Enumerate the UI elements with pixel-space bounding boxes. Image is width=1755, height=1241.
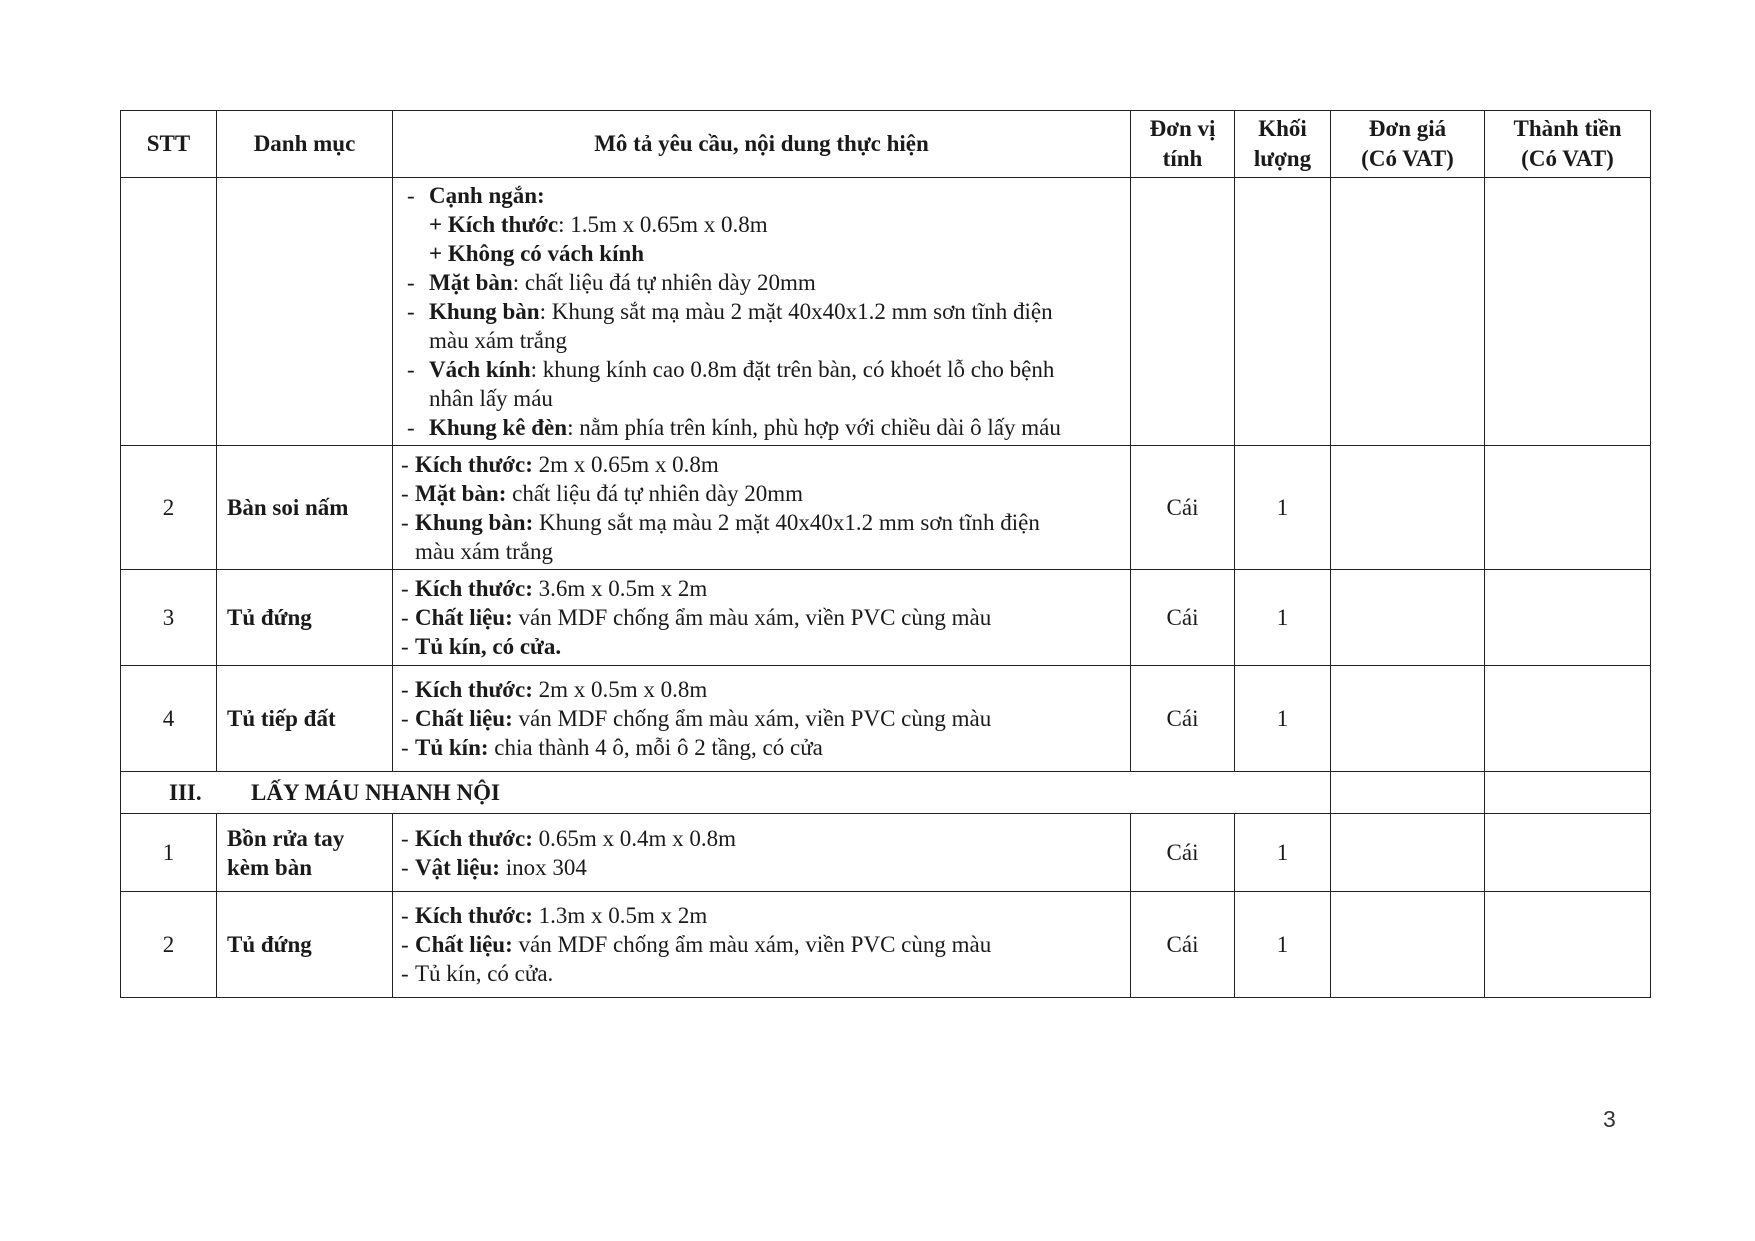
unit-cell bbox=[1131, 178, 1235, 446]
desc-line: - Chất liệu: ván MDF chống ẩm màu xám, viền PVC cùng màu bbox=[401, 706, 992, 731]
name-cell bbox=[217, 178, 393, 446]
unit-price-cell bbox=[1331, 892, 1485, 998]
header-don-vi: Đơn vị tính bbox=[1131, 111, 1235, 178]
header-danh-muc: Danh mục bbox=[217, 111, 393, 178]
desc-line: - Chất liệu: ván MDF chống ẩm màu xám, viền PVC cùng màu bbox=[401, 605, 992, 630]
description-cell bbox=[393, 570, 1131, 666]
description-cell bbox=[393, 814, 1131, 892]
table-header-row bbox=[121, 111, 1651, 178]
desc-line: - Kích thước: 2m x 0.5m x 0.8m bbox=[401, 677, 708, 702]
total-cell bbox=[1485, 666, 1651, 772]
description-cell bbox=[393, 178, 1131, 446]
desc-line: + Không có vách kính bbox=[429, 241, 645, 266]
unit-price-cell bbox=[1331, 814, 1485, 892]
qty-cell: 1 bbox=[1235, 570, 1331, 666]
desc-line: - Mặt bàn: chất liệu đá tự nhiên dày 20mm bbox=[407, 270, 816, 295]
desc-line: - Chất liệu: ván MDF chống ẩm màu xám, viền PVC cùng màu bbox=[401, 932, 992, 957]
unit-price-cell bbox=[1331, 772, 1485, 814]
unit-price-cell bbox=[1331, 446, 1485, 570]
desc-line: - Khung bàn: Khung sắt mạ màu 2 mặt 40x40x1.2 mm sơn tĩnh điện bbox=[407, 299, 1053, 324]
name-cell: Tủ đứng bbox=[217, 570, 393, 666]
unit-price-cell bbox=[1331, 570, 1485, 666]
header-khoi-luong: Khối lượng bbox=[1235, 111, 1331, 178]
desc-line: - Khung bàn: Khung sắt mạ màu 2 mặt 40x40x1.2 mm sơn tĩnh điện bbox=[401, 509, 1040, 535]
total-cell bbox=[1485, 178, 1651, 446]
desc-line: - Kích thước: 2m x 0.65m x 0.8m bbox=[401, 451, 719, 477]
description-cell bbox=[393, 892, 1131, 998]
header-don-gia: Đơn giá (Có VAT) bbox=[1331, 111, 1485, 178]
stt-cell: 2 bbox=[121, 446, 217, 570]
qty-cell: 1 bbox=[1235, 446, 1331, 570]
unit-cell: Cái bbox=[1131, 666, 1235, 772]
stt-cell bbox=[121, 178, 217, 446]
table-row bbox=[121, 446, 1651, 570]
qty-cell: 1 bbox=[1235, 892, 1331, 998]
desc-line: - Khung kê đèn: nằm phía trên kính, phù hợp với chiều dài ô lấy máu bbox=[407, 415, 1061, 440]
desc-line: - Tủ kín, có cửa. bbox=[401, 634, 562, 659]
section-row bbox=[121, 772, 1651, 814]
unit-price-cell bbox=[1331, 666, 1485, 772]
desc-line: - Vách kính: khung kính cao 0.8m đặt trên bàn, có khoét lỗ cho bệnh bbox=[407, 357, 1055, 382]
name-cell: Bàn soi nấm bbox=[217, 446, 393, 570]
desc-line: nhân lấy máu bbox=[429, 386, 553, 411]
stt-cell: 4 bbox=[121, 666, 217, 772]
desc-line: - Mặt bàn: chất liệu đá tự nhiên dày 20mm bbox=[401, 480, 804, 506]
desc-line: - Vật liệu: inox 304 bbox=[401, 854, 587, 880]
total-cell bbox=[1485, 814, 1651, 892]
unit-cell: Cái bbox=[1131, 446, 1235, 570]
equipment-table bbox=[120, 110, 1651, 998]
stt-cell: 2 bbox=[121, 892, 217, 998]
desc-line: - Tủ kín, có cửa. bbox=[401, 961, 554, 986]
qty-cell bbox=[1235, 178, 1331, 446]
name-cell: Tủ tiếp đất bbox=[217, 666, 393, 772]
qty-cell: 1 bbox=[1235, 814, 1331, 892]
page-number: 3 bbox=[1603, 1106, 1616, 1132]
unit-price-cell bbox=[1331, 178, 1485, 446]
table-row bbox=[121, 178, 1651, 446]
desc-line: - Kích thước: 1.3m x 0.5m x 2m bbox=[401, 903, 708, 928]
unit-cell: Cái bbox=[1131, 892, 1235, 998]
desc-line: màu xám trắng bbox=[415, 538, 553, 564]
desc-line: + Kích thước: 1.5m x 0.65m x 0.8m bbox=[429, 212, 768, 237]
header-stt: STT bbox=[121, 111, 217, 178]
name-cell: Tủ đứng bbox=[217, 892, 393, 998]
desc-line: màu xám trắng bbox=[429, 328, 567, 353]
table-row bbox=[121, 570, 1651, 666]
desc-line: - Tủ kín: chia thành 4 ô, mỗi ô 2 tầng, có cửa bbox=[401, 735, 823, 760]
unit-cell: Cái bbox=[1131, 814, 1235, 892]
stt-cell: 3 bbox=[121, 570, 217, 666]
name-cell: Bồn rửa tay kèm bàn bbox=[217, 814, 393, 892]
unit-cell: Cái bbox=[1131, 570, 1235, 666]
total-cell bbox=[1485, 772, 1651, 814]
qty-cell: 1 bbox=[1235, 666, 1331, 772]
table-row bbox=[121, 892, 1651, 998]
desc-line: - Kích thước: 0.65m x 0.4m x 0.8m bbox=[401, 825, 737, 851]
table-row bbox=[121, 666, 1651, 772]
stt-cell: 1 bbox=[121, 814, 217, 892]
section-title: III. LẤY MÁU NHANH NỘI bbox=[121, 772, 1331, 814]
table-row bbox=[121, 814, 1651, 892]
total-cell bbox=[1485, 570, 1651, 666]
desc-line: - Cạnh ngắn: bbox=[407, 183, 545, 208]
header-thanh-tien: Thành tiền (Có VAT) bbox=[1485, 111, 1651, 178]
description-cell bbox=[393, 446, 1131, 570]
description-cell bbox=[393, 666, 1131, 772]
desc-line: - Kích thước: 3.6m x 0.5m x 2m bbox=[401, 576, 708, 601]
total-cell bbox=[1485, 892, 1651, 998]
total-cell bbox=[1485, 446, 1651, 570]
header-mo-ta: Mô tả yêu cầu, nội dung thực hiện bbox=[393, 111, 1131, 178]
